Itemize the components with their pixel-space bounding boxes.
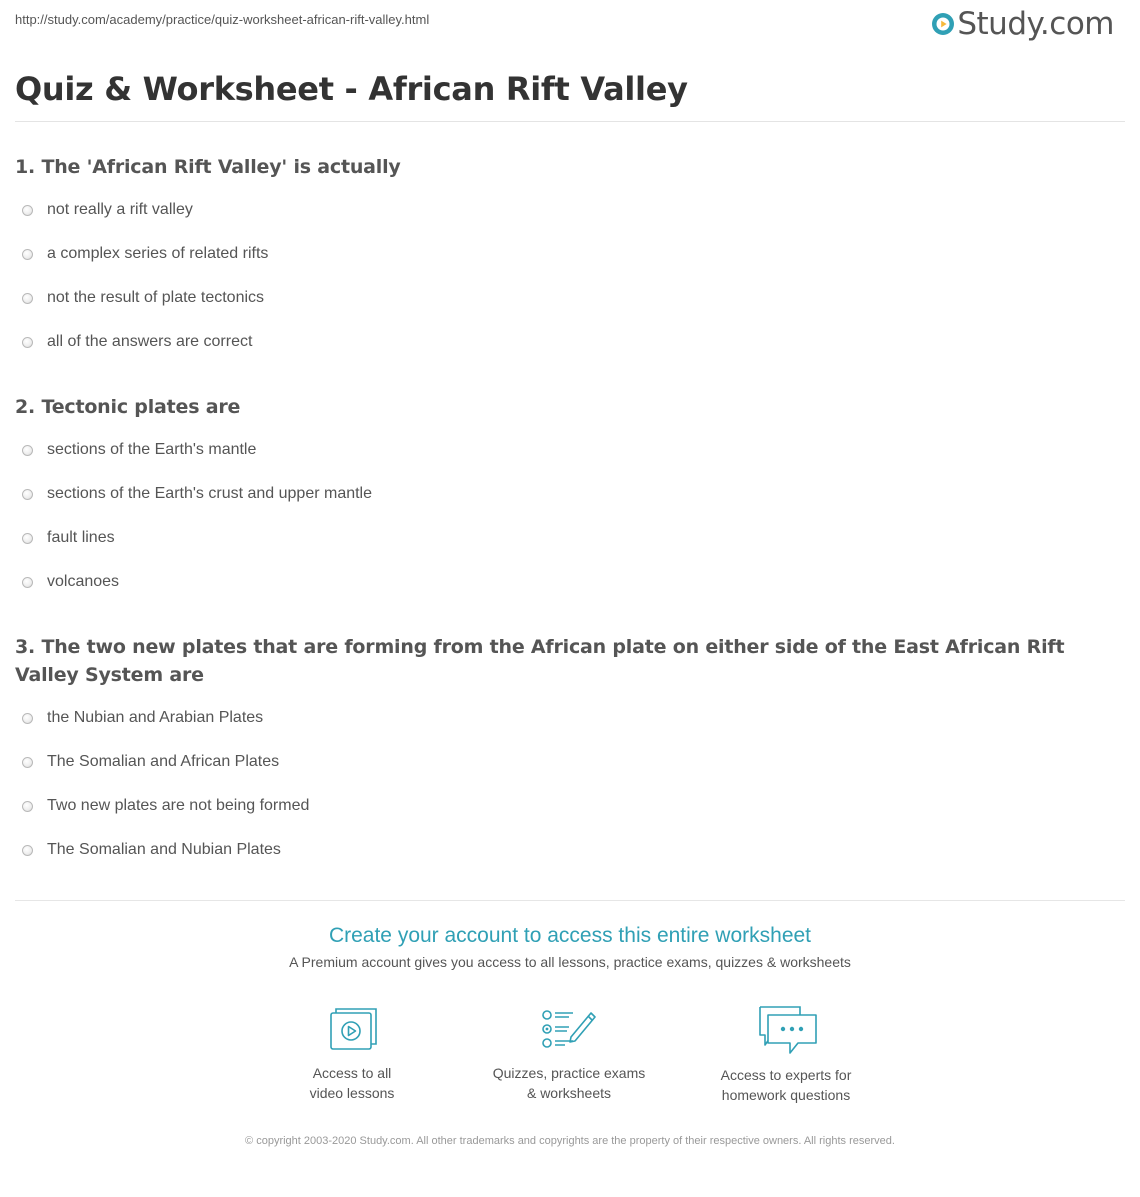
question-1-option-2[interactable] [22,243,268,265]
question-3-option-2[interactable] [22,751,279,773]
feature-label-line2: & worksheets [526,1085,612,1101]
feature-label-line2: video lessons [309,1085,395,1101]
radio-button[interactable] [22,489,33,500]
radio-button[interactable] [22,713,33,724]
question-1-option-3[interactable] [22,287,264,309]
radio-button[interactable] [22,205,33,216]
question-2-option-2[interactable] [22,483,372,505]
feature-label [272,1063,432,1103]
radio-button[interactable] [22,801,33,812]
page-url: http://study.com/academy/practice/quiz-worksheet-african-rift-valley.html [15,12,430,27]
radio-button[interactable] [22,845,33,856]
option-label: Two new plates are not being formed [47,797,310,814]
feature-experts [706,1005,866,1105]
feature-label-line1: Quizzes, practice exams [492,1065,646,1081]
option-label: the Nubian and Arabian Plates [47,709,264,726]
feature-label-line1: Access to all [312,1065,392,1081]
radio-button[interactable] [22,533,33,544]
section-divider [15,900,1125,901]
option-label: all of the answers are correct [47,333,253,350]
page-title: Quiz & Worksheet - African Rift Valley [15,70,688,108]
feature-quizzes [489,1005,649,1103]
option-label: a complex series of related rifts [47,245,269,262]
radio-button[interactable] [22,757,33,768]
feature-label [489,1063,649,1103]
option-label: volcanoes [47,573,120,590]
feature-video-lessons [272,1005,432,1103]
question-1-option-4[interactable] [22,331,252,353]
radio-button[interactable] [22,293,33,304]
option-label: The Somalian and Nubian Plates [47,841,281,858]
question-2-option-1[interactable] [22,439,256,461]
logo-text: Study.com [957,6,1114,42]
radio-button[interactable] [22,337,33,348]
option-label: sections of the Earth's crust and upper mantle [47,485,373,502]
feature-label [706,1065,866,1105]
radio-button[interactable] [22,249,33,260]
question-3-title: 3. The two new plates that are forming from the African plate on either side of the East African Rift Valley System are [15,636,1065,686]
quiz-checklist-icon [539,1005,599,1053]
question-3-option-3[interactable] [22,795,309,817]
cta-title-link[interactable]: Create your account to access this entire worksheet [328,924,812,947]
play-circle-icon [931,12,955,36]
question-2-option-3[interactable] [22,527,115,549]
cta-subtitle: A Premium account gives you access to all lessons, practice exams, quizzes & worksheets [289,954,851,970]
radio-button[interactable] [22,577,33,588]
option-label: fault lines [47,529,115,546]
top-bar [0,0,1140,60]
title-divider [15,121,1125,122]
option-label: not the result of plate tectonics [47,289,265,306]
video-lessons-icon [322,1005,382,1053]
radio-button[interactable] [22,445,33,456]
question-3-option-4[interactable] [22,839,281,861]
question-2-option-4[interactable] [22,571,119,593]
option-label: sections of the Earth's mantle [47,441,257,458]
chat-bubbles-icon [754,1005,818,1055]
feature-label-line1: Access to experts for [720,1067,852,1083]
option-label: not really a rift valley [47,201,193,218]
question-1-option-1[interactable] [22,199,193,221]
footer-copyright: © copyright 2003-2020 Study.com. All other trademarks and copyrights are the property of their respective owners. All rights reserved. [245,1135,895,1147]
question-2-title: 2. Tectonic plates are [15,396,241,418]
feature-label-line2: homework questions [721,1087,851,1103]
study-logo[interactable] [931,6,1114,42]
option-label: The Somalian and African Plates [47,753,280,770]
question-1-title: 1. The 'African Rift Valley' is actually [15,156,401,178]
question-3-option-1[interactable] [22,707,263,729]
